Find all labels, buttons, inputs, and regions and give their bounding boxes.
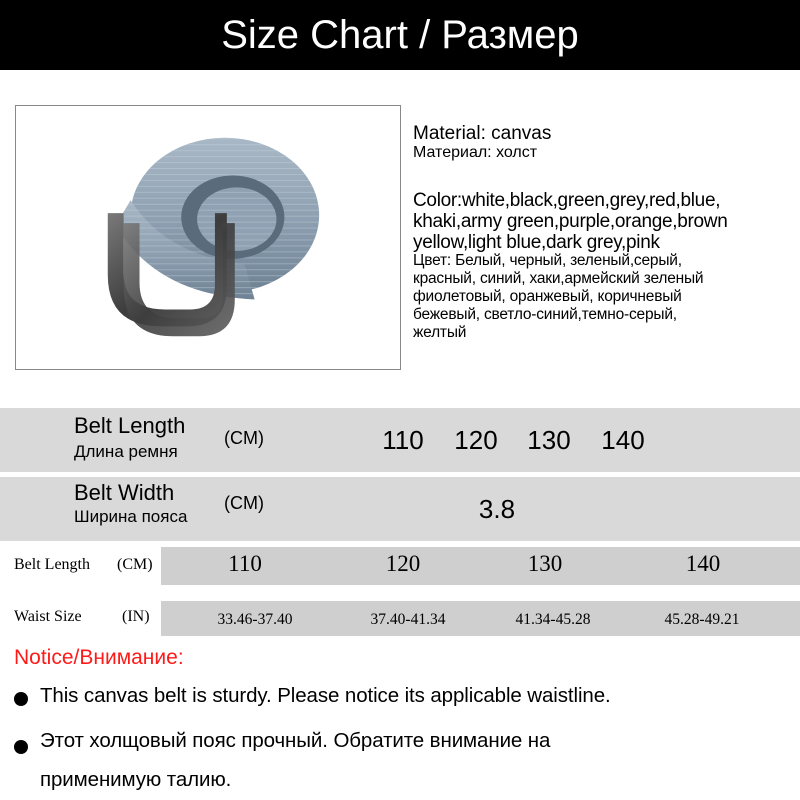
bullet-icon xyxy=(14,692,28,706)
table-waist-cell: 33.46-37.40 xyxy=(217,611,293,628)
colors-ru-line: бежевый, светло-синий,темно-серый, xyxy=(413,306,677,323)
belt-length-value: 130 xyxy=(527,425,571,455)
bullet-icon xyxy=(14,740,28,754)
belt-width-label-ru: Ширина пояса xyxy=(74,507,188,526)
material-en: Material: canvas xyxy=(413,123,552,144)
notice-line-ru-2: применимую талию. xyxy=(40,768,232,791)
table-waist-unit: (IN) xyxy=(122,608,150,625)
table-waist-cell: 45.28-49.21 xyxy=(664,611,740,628)
notice-line-ru-1: Этот холщовый пояс прочный. Обратите внимание на xyxy=(40,729,551,752)
table-waist-label: Waist Size xyxy=(14,608,82,625)
table-length-cell: 110 xyxy=(228,551,262,576)
colors-en xyxy=(413,190,798,253)
belt-length-unit: (CM) xyxy=(224,428,264,448)
colors-en-line: khaki,army green,purple,orange,brown xyxy=(413,211,728,232)
table-length-cell: 130 xyxy=(527,551,563,576)
table-waist-cell: 41.34-45.28 xyxy=(515,611,591,628)
page-title: Size Chart / Размер xyxy=(221,13,579,57)
product-photo xyxy=(15,105,401,370)
colors-en-line: yellow,light blue,dark grey,pink xyxy=(413,232,660,253)
belt-length-label-ru: Длина ремня xyxy=(74,442,178,461)
table-length-cell: 140 xyxy=(685,551,721,576)
colors-ru-line: Цвет: Белый, черный, зеленый,серый, xyxy=(413,252,682,269)
colors-ru-line: желтый xyxy=(413,324,467,341)
colors-ru-line: красный, синий, хаки,армейский зеленый xyxy=(413,270,704,287)
belt-length-label-en: Belt Length xyxy=(74,413,186,438)
belt-width-label-en: Belt Width xyxy=(74,480,175,505)
belt-width-value: 3.8 xyxy=(478,494,516,524)
belt-length-value: 140 xyxy=(601,425,645,455)
notice-line-en: This canvas belt is sturdy. Please notice its applicable waistline. xyxy=(40,684,611,707)
colors-en-line: Color:white,black,green,grey,red,blue, xyxy=(413,190,721,211)
table-length-label: Belt Length xyxy=(14,556,90,573)
material-ru: Материал: холст xyxy=(413,144,538,161)
table-length-unit: (CM) xyxy=(117,556,153,573)
table-length-cell: 120 xyxy=(385,551,421,576)
notice-title: Notice/Внимание: xyxy=(14,646,184,669)
belt-illustration xyxy=(16,106,400,369)
colors-ru-line: фиолетовый, оранжевый, коричневый xyxy=(413,288,682,305)
belt-length-value: 120 xyxy=(454,425,498,455)
colors-ru xyxy=(413,252,798,342)
table-waist-cell: 37.40-41.34 xyxy=(370,611,446,628)
belt-length-value: 110 xyxy=(382,425,424,455)
belt-width-unit: (CM) xyxy=(224,493,264,513)
